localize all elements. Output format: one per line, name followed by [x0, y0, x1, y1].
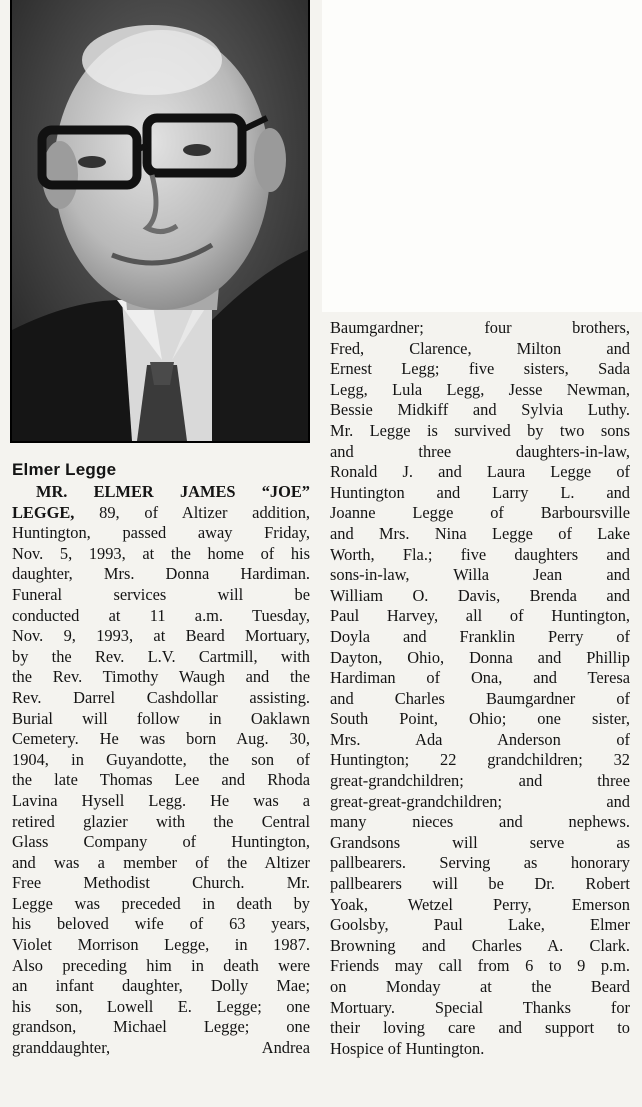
obituary-text-line: sons-in-law, Willa Jean and: [330, 565, 630, 585]
obituary-text-line: Cemetery. He was born Aug. 30,: [12, 729, 310, 749]
obituary-text-line: the Rev. Timothy Waugh and the: [12, 667, 310, 687]
obituary-text-line: Worth, Fla.; five daughters and: [330, 544, 630, 564]
obituary-text-line: an infant daughter, Dolly Mae;: [12, 976, 310, 996]
obituary-left-column: [12, 482, 310, 1059]
obituary-text-line: Huntington and Larry L. and: [330, 482, 630, 502]
obituary-text-line: Yoak, Wetzel Perry, Emerson: [330, 894, 630, 914]
obituary-text-line: and was a member of the Altizer: [12, 852, 310, 872]
obituary-text-line: Mrs. Ada Anderson of: [330, 729, 630, 749]
obituary-text-line: conducted at 11 a.m. Tuesday,: [12, 605, 310, 625]
obituary-text-line: 1904, in Guyandotte, the son of: [12, 749, 310, 769]
obituary-text-line: grandson, Michael Legge; one: [12, 1017, 310, 1037]
obituary-headline: Elmer Legge: [12, 460, 117, 479]
obituary-text-line: pallbearers. Serving as honorary: [330, 853, 630, 873]
obituary-text-line: and Mrs. Nina Legge of Lake: [330, 523, 630, 543]
obituary-text-line: Ronald J. and Laura Legge of: [330, 462, 630, 482]
obituary-text-line: many nieces and nephews.: [330, 812, 630, 832]
obituary-text-line: Browning and Charles A. Clark.: [330, 935, 630, 955]
obituary-text-line: Mr. Legge is survived by two sons: [330, 420, 630, 440]
obituary-text-line: pallbearers will be Dr. Robert: [330, 874, 630, 894]
obituary-text-line: Nov. 9, 1993, at Beard Mortuary,: [12, 626, 310, 646]
obituary-text-line: Joanne Legge of Barboursville: [330, 503, 630, 523]
obituary-text-line: on Monday at the Beard: [330, 977, 630, 996]
obituary-text-line: Lavina Hysell Legg. He was a: [12, 790, 310, 810]
obituary-text-line: his son, Lowell E. Legge; one: [12, 996, 310, 1016]
obituary-text-line: Dayton, Ohio, Donna and Phillip: [330, 647, 630, 667]
portrait-photo: [10, 0, 310, 443]
obituary-text-line: LEGGE, 89, of Altizer addition,: [12, 502, 310, 522]
obituary-text-line: South Point, Ohio; one sister,: [330, 709, 630, 729]
obituary-text-line: William O. Davis, Brenda and: [330, 585, 630, 605]
obituary-text-line: Free Methodist Church. Mr.: [12, 873, 310, 893]
obituary-text-line: MR. ELMER JAMES “JOE”: [36, 482, 310, 501]
obituary-text-line: Violet Morrison Legge, in 1987.: [12, 935, 310, 955]
obituary-text-line: Legge was preceded in death by: [12, 893, 310, 913]
obituary-text-line: his beloved wife of 63 years,: [12, 914, 310, 934]
obituary-text-line: Glass Company of Huntington,: [12, 832, 310, 852]
obituary-text-line: daughter, Mrs. Donna Hardiman.: [12, 564, 310, 584]
obituary-text-line: Burial will follow in Oaklawn: [12, 708, 310, 728]
obituary-text-line: Huntington; 22 grandchildren; 32: [330, 750, 630, 770]
obituary-text-line: great-great-grandchildren; and: [330, 791, 630, 811]
obituary-text-line: Rev. Darrel Cashdollar assisting.: [12, 687, 310, 707]
obituary-text-line: their loving care and support to: [330, 1018, 630, 1038]
obituary-text-line: Hospice of Huntington.: [330, 1038, 485, 1058]
obituary-text-line: Also preceding him in death were: [12, 955, 310, 975]
obituary-text-line: by the Rev. L.V. Cartmill, with: [12, 646, 310, 666]
obituary-text-line: granddaughter, Andrea: [12, 1038, 310, 1058]
obituary-text-line: Baumgardner; four brothers,: [330, 318, 630, 337]
obituary-text-line: Paul Harvey, all of Huntington,: [330, 606, 630, 626]
obituary-text-line: Friends may call from 6 to 9 p.m.: [330, 956, 630, 976]
obituary-text-line: the late Thomas Lee and Rhoda: [12, 770, 310, 790]
obituary-text-line: Doyla and Franklin Perry of: [330, 626, 630, 646]
obituary-text-line: and Charles Baumgardner of: [330, 688, 630, 708]
obituary-text-line: Legg, Lula Legg, Jesse Newman,: [330, 379, 630, 399]
obituary-text-line: Mortuary. Special Thanks for: [330, 997, 630, 1017]
obituary-text-line: Fred, Clarence, Milton and: [330, 338, 630, 358]
obituary-text-line: Goolsby, Paul Lake, Elmer: [330, 915, 630, 935]
obituary-text-line: Huntington, passed away Friday,: [12, 523, 310, 543]
obituary-text-line: and three daughters-in-law,: [330, 441, 630, 461]
obituary-text-line: Nov. 5, 1993, at the home of his: [12, 543, 310, 563]
obituary-text-line: Grandsons will serve as: [330, 832, 630, 852]
obituary-text-line: Bessie Midkiff and Sylvia Luthy.: [330, 400, 630, 420]
obituary-text-line: great-grandchildren; and three: [330, 771, 630, 791]
obituary-text-line: Ernest Legg; five sisters, Sada: [330, 359, 630, 379]
obituary-text-line: Funeral services will be: [12, 584, 310, 604]
obituary-text-line: Hardiman of Ona, and Teresa: [330, 668, 630, 688]
obituary-text-line: retired glazier with the Central: [12, 811, 310, 831]
obituary-right-column: [330, 318, 630, 1059]
